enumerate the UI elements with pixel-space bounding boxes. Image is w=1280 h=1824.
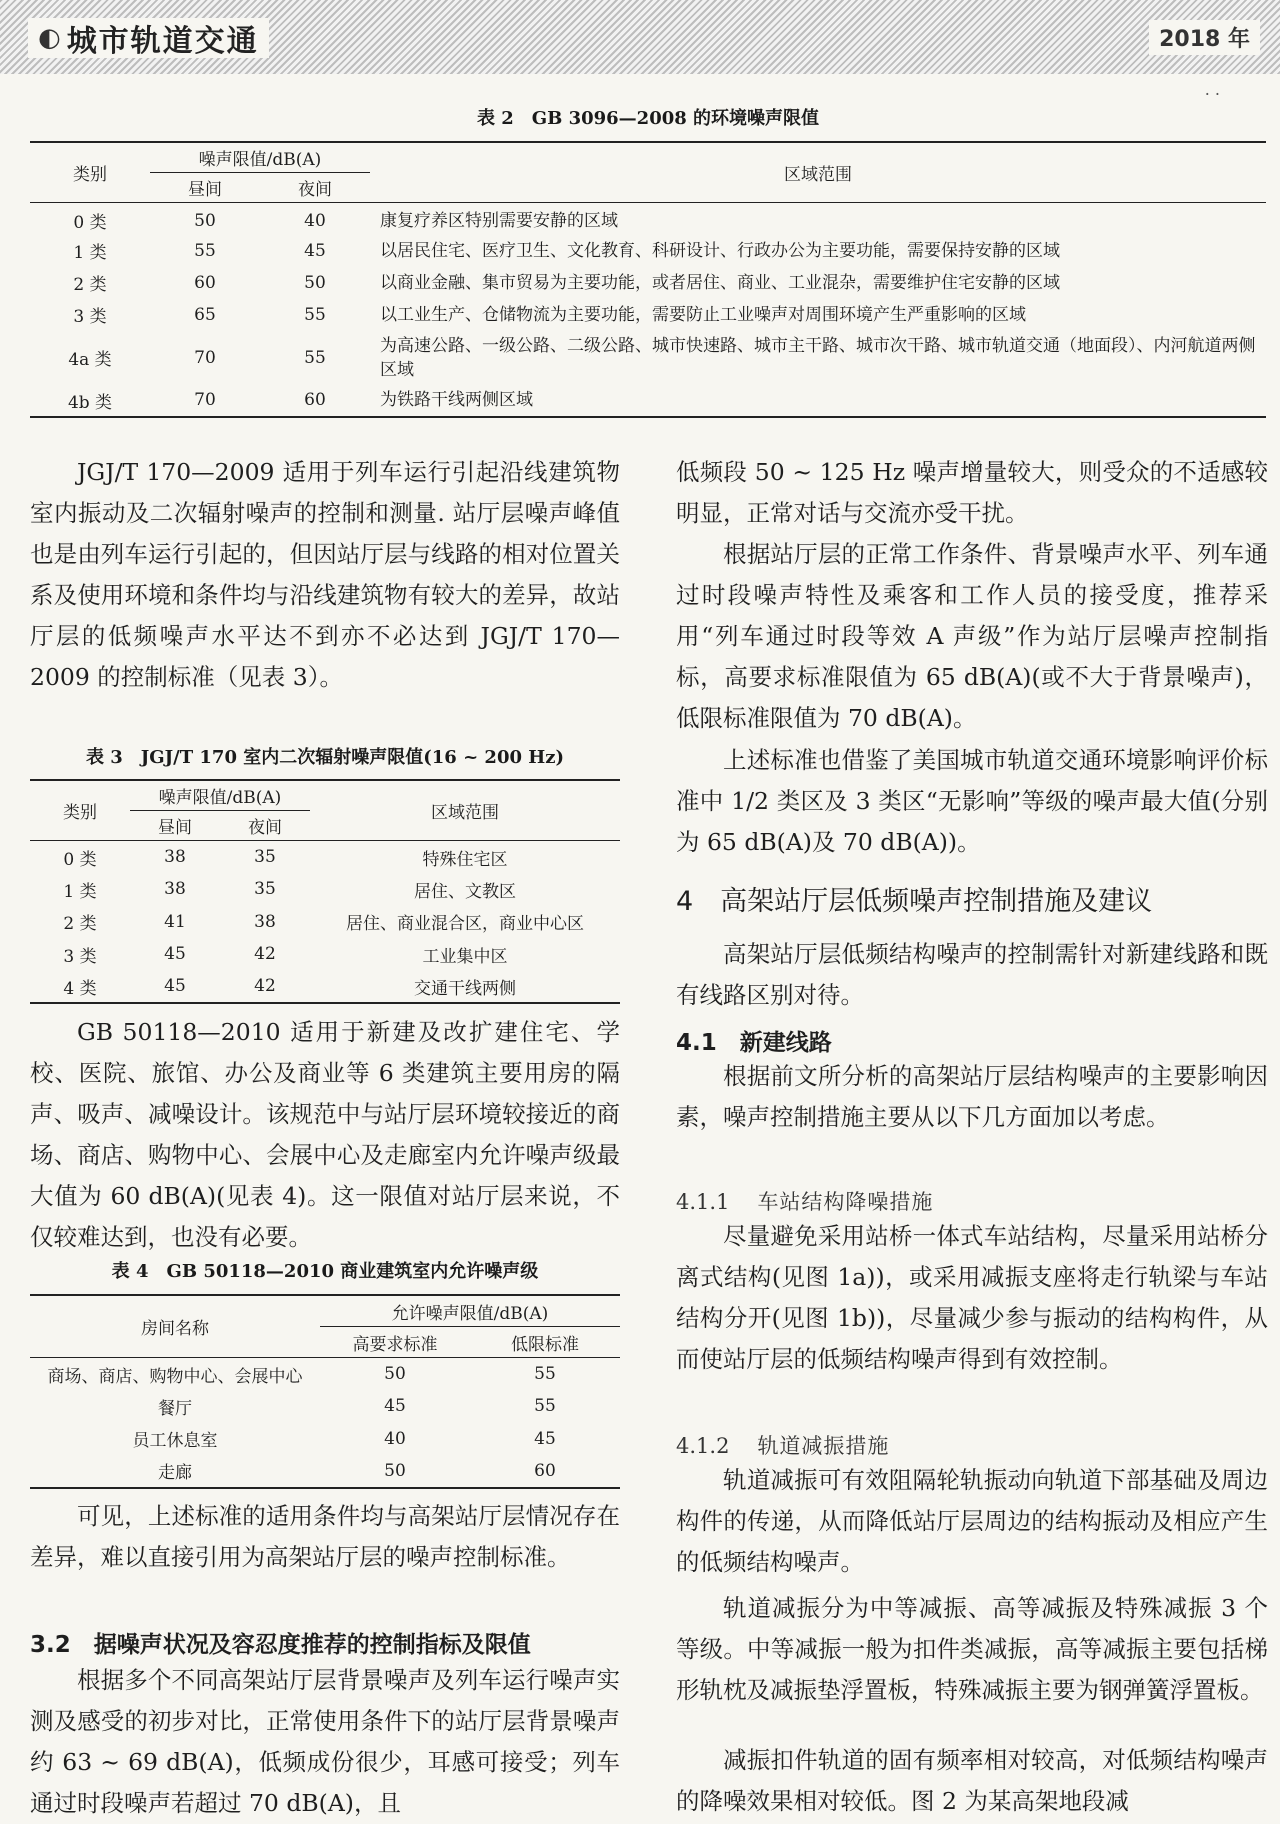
t3-day: 45 (164, 976, 186, 997)
t4-high: 50 (384, 1460, 406, 1481)
table-row (30, 841, 620, 874)
corner-mark: . . (1204, 80, 1220, 99)
t2-header-area: 区域范围 (370, 142, 1266, 203)
table-row (30, 906, 620, 939)
t2-day: 60 (194, 272, 216, 293)
table-row (30, 385, 1266, 417)
t2-day: 70 (194, 390, 216, 410)
section-4-1-1-title: 车站结构降噪措施 (757, 1190, 934, 1214)
t4-low: 55 (534, 1364, 556, 1384)
table-row (30, 299, 1266, 331)
t2-cat: 0 类 (73, 213, 107, 234)
t3-night: 38 (254, 911, 276, 932)
t3-area: 交通干线两侧 (414, 978, 516, 999)
table-row (30, 203, 1266, 235)
t3-cat: 3 类 (63, 946, 97, 967)
t3-area: 居住、商业混合区，商业中心区 (346, 914, 584, 935)
right-paragraph-3: 上述标准也借鉴了美国城市轨道交通环境影响评价标准中 1/2 类区及 3 类区“无影响”等级的噪声最大值(分别为 65 dB(A)及 70 dB(A))。 (676, 746, 1268, 856)
t3-area: 特殊住宅区 (422, 849, 508, 870)
section-4-1-heading: 4.1 新建线路 (676, 1030, 832, 1056)
right-paragraph-5: 根据前文所分析的高架站厅层结构噪声的主要影响因素，噪声控制措施主要从以下几方面加以考虑。 (676, 1062, 1268, 1131)
t3-header-night: 夜间 (220, 811, 310, 841)
t2-cat: 2 类 (73, 275, 107, 295)
t2-night: 40 (304, 210, 326, 231)
section-4-1-2-title: 轨道减振措施 (757, 1434, 890, 1458)
journal-logo (28, 18, 269, 58)
t4-low: 60 (534, 1460, 556, 1481)
t4-header-limit: 允许噪声限值/dB(A) (320, 1295, 620, 1327)
table3-caption: 表 3 JGJ/T 170 室内二次辐射噪声限值(16 ~ 200 Hz) (85, 747, 565, 768)
table3 (30, 779, 620, 1004)
table-row (30, 1390, 620, 1423)
t2-header-limit: 噪声限值/dB(A) (150, 142, 370, 173)
left-paragraph-3: 可见，上述标准的适用条件均与高架站厅层情况存在差异，难以直接引用为高架站厅层的噪声控制标准。 (30, 1502, 620, 1571)
section-4-1-1-heading (676, 1186, 933, 1216)
t2-area: 康复疗养区特别需要安静的区域 (380, 210, 618, 231)
t3-cat: 0 类 (63, 849, 97, 870)
t2-cat: 4a 类 (68, 350, 112, 370)
t2-header-day: 昼间 (150, 173, 260, 203)
t4-high: 40 (384, 1428, 406, 1449)
table2-caption: 表 2 GB 3096—2008 的环境噪声限值 (476, 108, 820, 129)
t2-area: 以居民住宅、医疗卫生、文化教育、科研设计、行政办公为主要功能，需要保持安静的区域 (380, 240, 1060, 261)
t2-day: 65 (194, 304, 216, 325)
section-3-2-heading: 3.2 据噪声状况及容忍度推荐的控制指标及限值 (30, 1632, 531, 1658)
table-row (30, 267, 1266, 299)
t2-night: 50 (304, 272, 326, 293)
t2-night: 45 (304, 240, 326, 261)
table-row (30, 1455, 620, 1488)
t2-area: 以商业金融、集市贸易为主要功能，或者居住、商业、工业混杂，需要维护住宅安静的区域 (380, 272, 1060, 293)
t2-night: 60 (304, 390, 326, 410)
t4-room: 商场、商店、购物中心、会展中心 (47, 1366, 303, 1387)
table-row (30, 938, 620, 971)
t2-night: 55 (304, 347, 326, 368)
t2-cat: 3 类 (73, 307, 107, 327)
section-4-1-1-number: 4.1.1 (676, 1190, 730, 1214)
t4-room: 员工休息室 (132, 1431, 218, 1452)
t4-low: 55 (534, 1396, 556, 1417)
left-paragraph-2: GB 50118—2010 适用于新建及改扩建住宅、学校、医院、旅馆、办公及商业等 6 类建筑主要用房的隔声、吸声、减噪设计。该规范中与站厅层环境较接近的商场、商店、购物中心、会展中心及走廊室内允许噪声级最大值为 60 dB(A)(见表 4)。这一限值对站厅层来说，不仅较难达到，也没有必要。 (30, 1018, 620, 1251)
t3-cat: 2 类 (63, 914, 97, 935)
table-row (30, 1358, 620, 1391)
t4-header-room: 房间名称 (30, 1295, 320, 1358)
table-row (30, 1423, 620, 1456)
t2-day: 55 (194, 240, 216, 261)
t3-night: 35 (254, 879, 276, 900)
issue-year: 2018 年 (1149, 20, 1260, 55)
train-logo-icon: ◐ (38, 23, 61, 53)
left-paragraph-4: 根据多个不同高架站厅层背景噪声及列车运行噪声实测及感受的初步对比，正常使用条件下的站厅层背景噪声约 63 ~ 69 dB(A)，低频成份很少，耳感可接受；列车通过时段噪声若超过 70 dB(A)，且 (30, 1666, 620, 1817)
t3-area: 居住、文教区 (414, 881, 516, 902)
section-4-heading: 4 高架站厅层低频噪声控制措施及建议 (676, 886, 1153, 917)
t3-night: 35 (254, 847, 276, 867)
t4-high: 45 (384, 1396, 406, 1417)
right-paragraph-2: 根据站厅层的正常工作条件、背景噪声水平、列车通过时段噪声特性及乘客和工作人员的接受度，推荐采用“列车通过时段等效 A 声级”作为站厅层噪声控制指标，高要求标准限值为 65 dB(A)(或不大于背景噪声)，低限标准限值为 70 dB(A)。 (676, 540, 1268, 732)
t3-day: 41 (164, 911, 186, 932)
section-4-1-2-heading (676, 1430, 889, 1460)
t2-area: 为高速公路、一级公路、二级公路、城市快速路、城市主干路、城市次干路、城市轨道交通（地面段）、内河航道两侧区域 (380, 335, 1256, 380)
right-paragraph-9: 减振扣件轨道的固有频率相对较高，对低频结构噪声的降噪效果相对较低。图 2 为某高架地段减 (676, 1746, 1268, 1815)
table4-caption: 表 4 GB 50118—2010 商业建筑室内允许噪声级 (111, 1261, 539, 1282)
t2-cat: 4b 类 (67, 392, 113, 413)
t3-cat: 1 类 (63, 881, 97, 902)
t2-area: 为铁路干线两侧区域 (380, 390, 533, 410)
t2-day: 70 (194, 347, 216, 368)
t3-night: 42 (254, 944, 276, 965)
right-paragraph-8: 轨道减振分为中等减振、高等减振及特殊减振 3 个等级。中等减振一般为扣件类减振，高等减振主要包括梯形轨枕及减振垫浮置板，特殊减振主要为钢弹簧浮置板。 (676, 1594, 1268, 1704)
table-row (30, 873, 620, 906)
table-row (30, 235, 1266, 267)
t3-day: 38 (164, 879, 186, 900)
right-paragraph-4: 高架站厅层低频结构噪声的控制需针对新建线路和既有线路区别对待。 (676, 940, 1268, 1009)
right-paragraph-6: 尽量避免采用站桥一体式车站结构，尽量采用站桥分离式结构(见图 1a))，或采用减振支座将走行轨梁与车站结构分开(见图 1b))，尽量减少参与振动的结构构件，从而使站厅层的低频结构噪声得到有效控制。 (676, 1222, 1268, 1373)
t3-day: 38 (164, 847, 186, 867)
t3-cat: 4 类 (63, 978, 97, 999)
t4-header-high: 高要求标准 (320, 1327, 470, 1358)
t2-day: 50 (194, 210, 216, 231)
t3-night: 42 (254, 976, 276, 997)
t2-cat: 1 类 (73, 243, 107, 263)
t4-low: 45 (534, 1428, 556, 1449)
section-4-1-2-number: 4.1.2 (676, 1434, 730, 1458)
table4 (30, 1294, 620, 1489)
left-paragraph-1: JGJ/T 170—2009 适用于列车运行引起沿线建筑物室内振动及二次辐射噪声的控制和测量. 站厅层噪声峰值也是由列车运行引起的，但因站厅层与线路的相对位置关系及使用环境和条件均与沿线建筑物有较大的差异，故站厅层的低频噪声水平达不到亦不必达到 JGJ/T 170—2009 的控制标准（见表 3）。 (30, 458, 620, 691)
t3-header-limit: 噪声限值/dB(A) (130, 780, 310, 811)
table2 (30, 141, 1266, 418)
journal-header-band (0, 0, 1280, 74)
t2-night: 55 (304, 304, 326, 325)
journal-title: 城市轨道交通 (66, 24, 259, 59)
t2-header-night: 夜间 (260, 173, 370, 203)
table-row (30, 971, 620, 1004)
t2-area: 以工业生产、仓储物流为主要功能，需要防止工业噪声对周围环境产生严重影响的区域 (380, 304, 1026, 325)
t3-header-day: 昼间 (130, 811, 220, 841)
t4-high: 50 (384, 1364, 406, 1384)
t4-room: 餐厅 (158, 1398, 192, 1419)
t4-room: 走廊 (158, 1463, 192, 1484)
t3-header-category: 类别 (30, 780, 130, 841)
t4-header-low: 低限标准 (470, 1327, 620, 1358)
right-paragraph-7: 轨道减振可有效阻隔轮轨振动向轨道下部基础及周边构件的传递，从而降低站厅层周边的结构振动及相应产生的低频结构噪声。 (676, 1466, 1268, 1576)
t2-header-category: 类别 (30, 142, 150, 203)
table-row (30, 331, 1266, 385)
t3-area: 工业集中区 (422, 946, 508, 967)
t3-header-area: 区域范围 (310, 780, 620, 841)
right-paragraph-1: 低频段 50 ~ 125 Hz 噪声增量较大，则受众的不适感较明显，正常对话与交流亦受干扰。 (676, 458, 1268, 527)
t3-day: 45 (164, 944, 186, 965)
